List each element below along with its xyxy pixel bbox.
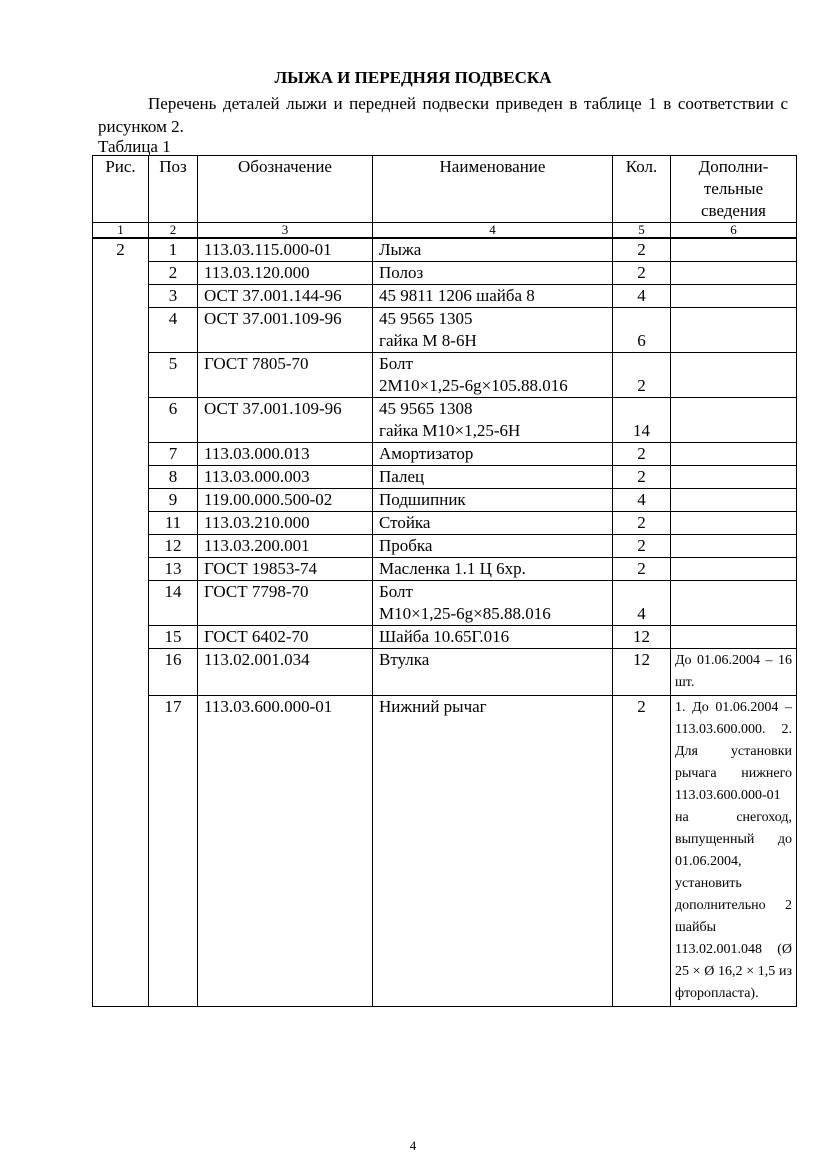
table-row — [93, 535, 797, 558]
column-number: 5 — [613, 223, 671, 239]
name-cell: Пробка — [373, 535, 613, 558]
qty-cell: 2 — [613, 262, 671, 285]
name-cell: Амортизатор — [373, 443, 613, 466]
designation-cell: 113.03.115.000-01 — [198, 238, 373, 262]
designation-cell: 113.03.120.000 — [198, 262, 373, 285]
extra-cell — [671, 626, 797, 649]
column-number: 1 — [93, 223, 149, 239]
extra-cell — [671, 353, 797, 398]
designation-cell: ГОСТ 7798-70 — [198, 581, 373, 626]
parts-table — [92, 155, 797, 1007]
name-line: 2М10×1,25-6g×105.88.016 — [379, 376, 568, 395]
table-row — [93, 512, 797, 535]
pos-cell: 6 — [149, 398, 198, 443]
qty-cell: 12 — [613, 649, 671, 696]
header-name: Наименование — [373, 156, 613, 223]
table-row — [93, 696, 797, 1007]
name-cell: Стойка — [373, 512, 613, 535]
pos-cell: 11 — [149, 512, 198, 535]
name-cell: 45 9811 1206 шайба 8 — [373, 285, 613, 308]
extra-cell — [671, 489, 797, 512]
table-row — [93, 649, 797, 696]
pos-cell: 8 — [149, 466, 198, 489]
header-qty: Кол. — [613, 156, 671, 223]
qty-cell: 12 — [613, 626, 671, 649]
name-cell — [373, 308, 613, 353]
qty-cell: 2 — [613, 353, 671, 398]
header-designation: Обозначение — [198, 156, 373, 223]
header-extra: Дополни-тельные сведения — [671, 156, 797, 223]
table-row — [93, 626, 797, 649]
name-cell: Нижний рычаг — [373, 696, 613, 1007]
designation-cell: 119.00.000.500-02 — [198, 489, 373, 512]
name-line: Болт — [379, 582, 413, 601]
pos-cell: 9 — [149, 489, 198, 512]
extra-cell — [671, 558, 797, 581]
table-caption: Таблица 1 — [98, 137, 171, 156]
pos-cell: 3 — [149, 285, 198, 308]
table-row — [93, 558, 797, 581]
designation-cell: 113.02.001.034 — [198, 649, 373, 696]
qty-cell: 2 — [613, 535, 671, 558]
name-cell: Полоз — [373, 262, 613, 285]
table-row — [93, 489, 797, 512]
extra-cell — [671, 512, 797, 535]
designation-cell: 113.03.000.003 — [198, 466, 373, 489]
name-line: гайка М10×1,25-6Н — [379, 421, 521, 440]
qty-cell: 2 — [613, 558, 671, 581]
extra-cell — [671, 398, 797, 443]
name-line: 45 9565 1305 — [379, 309, 473, 328]
table-row — [93, 443, 797, 466]
designation-cell: ГОСТ 6402-70 — [198, 626, 373, 649]
column-number: 3 — [198, 223, 373, 239]
pos-cell: 14 — [149, 581, 198, 626]
extra-cell — [671, 466, 797, 489]
name-cell: Масленка 1.1 Ц 6хр. — [373, 558, 613, 581]
name-cell — [373, 353, 613, 398]
name-cell: Шайба 10.65Г.016 — [373, 626, 613, 649]
extra-cell — [671, 308, 797, 353]
table-row — [93, 262, 797, 285]
pos-cell: 17 — [149, 696, 198, 1007]
page-number: 4 — [409, 1138, 417, 1153]
qty-cell: 6 — [613, 308, 671, 353]
extra-note-cell: До 01.06.2004 – 16 шт. — [671, 649, 797, 696]
pos-cell: 15 — [149, 626, 198, 649]
column-number: 6 — [671, 223, 797, 239]
designation-cell: ГОСТ 19853-74 — [198, 558, 373, 581]
extra-cell — [671, 581, 797, 626]
qty-cell: 4 — [613, 581, 671, 626]
name-cell: Подшипник — [373, 489, 613, 512]
figure-cell: 2 — [93, 238, 149, 1007]
name-cell: Втулка — [373, 649, 613, 696]
intro-paragraph: Перечень деталей лыжи и передней подвески приведен в таблице 1 в соответствии с рисунком 2. — [98, 94, 788, 136]
table-row — [93, 398, 797, 443]
designation-cell: 113.03.200.001 — [198, 535, 373, 558]
header-pos: Поз — [149, 156, 198, 223]
qty-cell: 2 — [613, 443, 671, 466]
column-number: 2 — [149, 223, 198, 239]
pos-cell: 1 — [149, 238, 198, 262]
designation-cell: 113.03.210.000 — [198, 512, 373, 535]
table-row — [93, 353, 797, 398]
name-cell — [373, 398, 613, 443]
extra-cell — [671, 285, 797, 308]
table-row — [93, 308, 797, 353]
name-line: М10×1,25-6g×85.88.016 — [379, 604, 551, 623]
name-line: 45 9565 1308 — [379, 399, 473, 418]
pos-cell: 7 — [149, 443, 198, 466]
table-row — [93, 581, 797, 626]
extra-note-cell: 1. До 01.06.2004 – 113.03.600.000. 2. Для установки рычага нижнего 113.03.600.000-01 на снегоход, выпущенный до 01.06.2004, установить дополнительно 2 шайбы 113.02.001.048 (Ø 25 × Ø 16,2 × 1,5 из фторопласта). — [671, 696, 797, 1007]
extra-cell — [671, 262, 797, 285]
designation-cell: ОСТ 37.001.109-96 — [198, 398, 373, 443]
name-cell: Палец — [373, 466, 613, 489]
extra-cell — [671, 238, 797, 262]
designation-cell: ОСТ 37.001.109-96 — [198, 308, 373, 353]
table-row — [93, 466, 797, 489]
pos-cell: 12 — [149, 535, 198, 558]
pos-cell: 2 — [149, 262, 198, 285]
pos-cell: 4 — [149, 308, 198, 353]
name-line: Болт — [379, 354, 413, 373]
extra-cell — [671, 443, 797, 466]
qty-cell: 2 — [613, 696, 671, 1007]
extra-cell — [671, 535, 797, 558]
table-row — [93, 285, 797, 308]
name-cell: Лыжа — [373, 238, 613, 262]
name-cell — [373, 581, 613, 626]
name-line: гайка М 8-6Н — [379, 331, 477, 350]
pos-cell: 13 — [149, 558, 198, 581]
qty-cell: 2 — [613, 466, 671, 489]
pos-cell: 5 — [149, 353, 198, 398]
qty-cell: 2 — [613, 238, 671, 262]
qty-cell: 4 — [613, 285, 671, 308]
column-number: 4 — [373, 223, 613, 239]
qty-cell: 14 — [613, 398, 671, 443]
designation-cell: ОСТ 37.001.144-96 — [198, 285, 373, 308]
qty-cell: 2 — [613, 512, 671, 535]
table-row — [93, 238, 797, 262]
column-number-row — [93, 223, 797, 239]
designation-cell: ГОСТ 7805-70 — [198, 353, 373, 398]
pos-cell: 16 — [149, 649, 198, 696]
designation-cell: 113.03.000.013 — [198, 443, 373, 466]
header-fig: Рис. — [93, 156, 149, 223]
table-header-row — [93, 156, 797, 223]
qty-cell: 4 — [613, 489, 671, 512]
designation-cell: 113.03.600.000-01 — [198, 696, 373, 1007]
section-title: ЛЫЖА И ПЕРЕДНЯЯ ПОДВЕСКА — [274, 68, 552, 87]
